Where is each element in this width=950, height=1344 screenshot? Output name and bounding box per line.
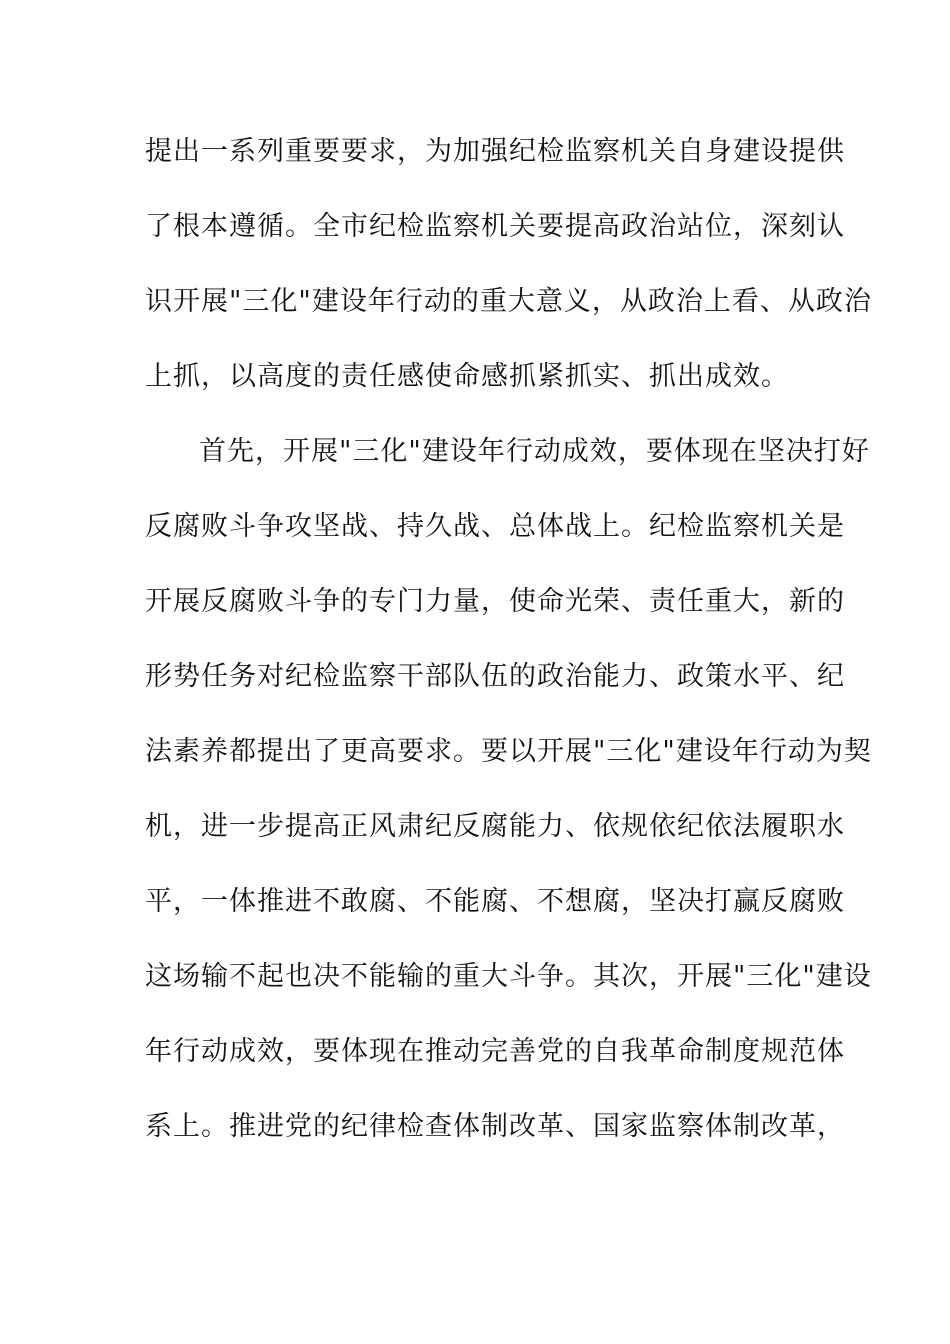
text-line: 平，一体推进不敢腐、不能腐、不想腐，坚决打赢反腐败 — [145, 886, 845, 917]
text-line: 开展反腐败斗争的专门力量，使命光荣、责任重大，新的 — [145, 586, 845, 617]
paragraph-first-line: 首先，开展"三化"建设年行动成效，要体现在坚决打好 — [199, 436, 870, 467]
text-line: 机，进一步提高正风肃纪反腐能力、依规依纪依法履职水 — [145, 811, 845, 842]
text-line: 提出一系列重要要求，为加强纪检监察机关自身建设提供 — [145, 136, 845, 167]
text-line: 年行动成效，要体现在推动完善党的自我革命制度规范体 — [145, 1036, 845, 1067]
text-line: 形势任务对纪检监察干部队伍的政治能力、政策水平、纪 — [145, 661, 845, 692]
text-line: 识开展"三化"建设年行动的重大意义，从政治上看、从政治 — [145, 286, 872, 317]
body-text — [145, 126, 872, 1176]
text-line: 法素养都提出了更高要求。要以开展"三化"建设年行动为契 — [145, 736, 872, 767]
text-line: 系上。推进党的纪律检查体制改革、国家监察体制改革， — [145, 1111, 845, 1142]
text-line: 了根本遵循。全市纪检监察机关要提高政治站位，深刻认 — [145, 211, 845, 242]
text-line: 这场输不起也决不能输的重大斗争。其次，开展"三化"建设 — [145, 961, 872, 992]
text-line: 上抓，以高度的责任感使命感抓紧抓实、抓出成效。 — [145, 361, 789, 392]
text-line: 反腐败斗争攻坚战、持久战、总体战上。纪检监察机关是 — [145, 511, 845, 542]
